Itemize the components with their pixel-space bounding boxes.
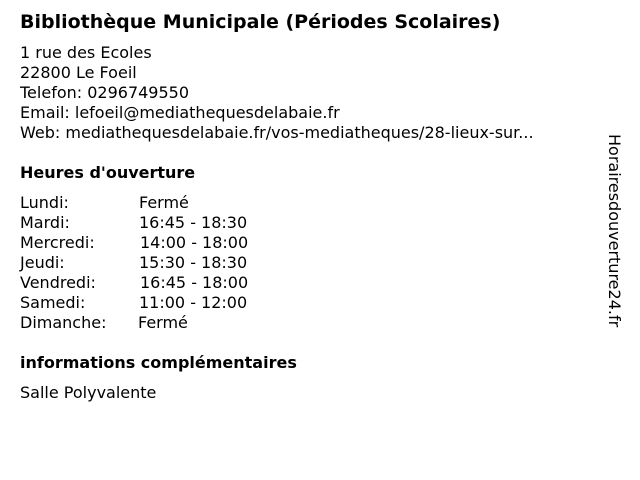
time-value: 14:00 - 18:00 [140,233,249,252]
library-card [20,10,600,403]
time-value: Fermé [138,313,188,332]
additional-info-heading: informations complémentaires [20,353,297,372]
address-line-1: 1 rue des Ecoles [20,43,152,62]
day-label: Vendredi: [20,273,96,292]
day-label: Mardi: [20,213,70,232]
day-label: Lundi: [20,193,69,212]
phone-line: Telefon: 0296749550 [20,83,190,102]
time-value: 15:30 - 18:30 [139,253,248,272]
opening-hours-heading: Heures d'ouverture [20,163,196,182]
address-line-2: 22800 Le Foeil [20,63,137,82]
time-value: Fermé [139,193,189,212]
additional-info-text: Salle Polyvalente [20,383,157,402]
web-line[interactable]: Web: mediathequesdelabaie.fr/vos-mediatheques/28-lieux-sur... [20,123,534,142]
hours-row-sunday [20,313,600,333]
hours-row-thursday [20,253,600,273]
time-value: 16:45 - 18:30 [139,213,248,232]
hours-row-wednesday [20,233,600,253]
time-value: 11:00 - 12:00 [139,293,248,312]
day-label: Dimanche: [20,313,107,332]
email-line[interactable]: Email: lefoeil@mediathequesdelabaie.fr [20,103,340,122]
day-label: Mercredi: [20,233,95,252]
time-value: 16:45 - 18:00 [140,273,249,292]
brand-watermark: Horairesdouverture24.fr [605,134,624,328]
day-label: Samedi: [20,293,86,312]
opening-hours-table [20,193,600,333]
day-label: Jeudi: [20,253,65,272]
hours-row-monday [20,193,600,213]
hours-row-tuesday [20,213,600,233]
page-title: Bibliothèque Municipale (Périodes Scolaires) [20,11,501,33]
hours-row-friday [20,273,600,293]
hours-row-saturday [20,293,600,313]
